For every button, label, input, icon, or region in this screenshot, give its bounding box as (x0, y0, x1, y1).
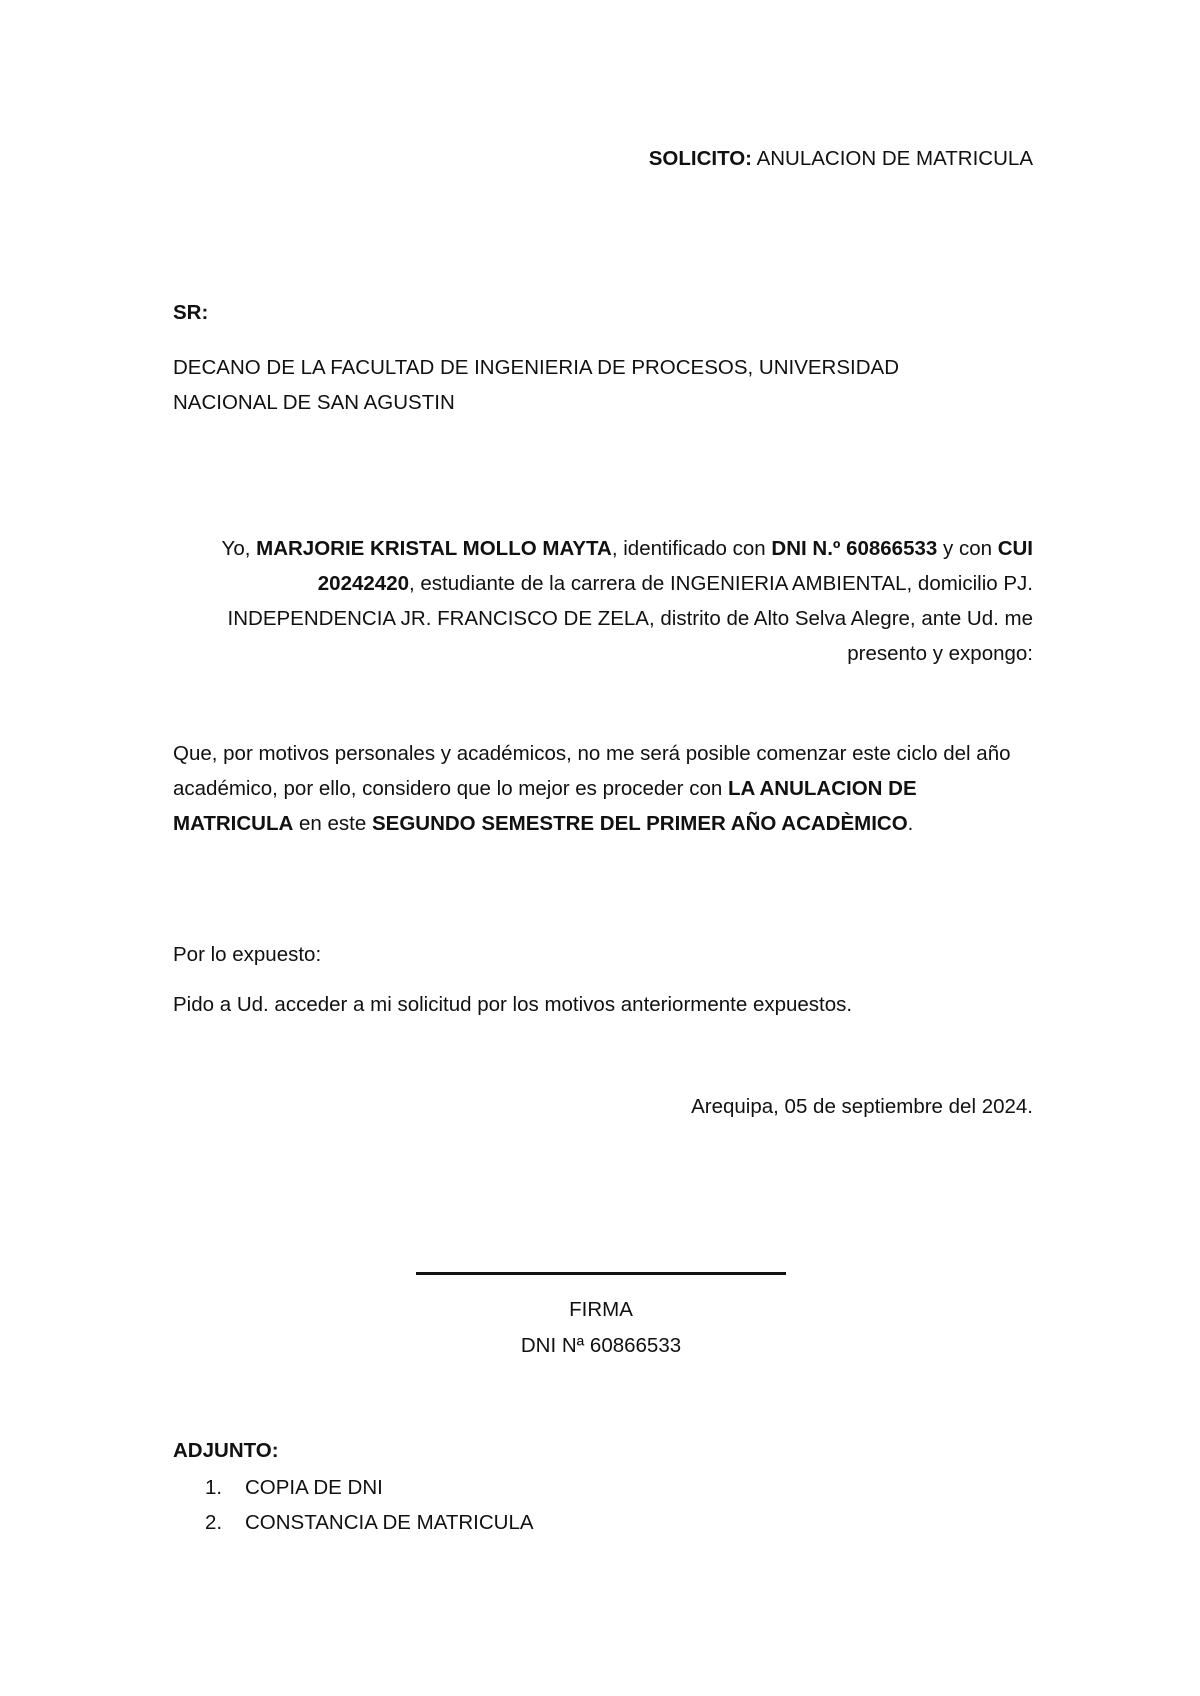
body-bold-1: LA ANULACION DE MATRICULA (173, 777, 917, 835)
attachments-title: ADJUNTO: (173, 1439, 279, 1462)
salutation: SR: (173, 301, 209, 324)
addressee: DECANO DE LA FACULTAD DE INGENIERIA DE PROCESOS, UNIVERSIDAD NACIONAL DE SAN AGUSTIN (173, 356, 900, 414)
cui-number: CUI 20242420 (317, 537, 1033, 595)
body-text-3: . (907, 812, 914, 835)
signature-line (416, 1272, 786, 1275)
intro-text-2: , identificado con (611, 537, 772, 560)
list-item (205, 1505, 534, 1540)
dni-number: DNI N.º 60866533 (771, 537, 938, 560)
body-text-1: Que, por motivos personales y académicos, no me será posible comenzar este ciclo del año académico, por ello, considero que lo mejor es proceder con (173, 742, 1011, 800)
subject-text: ANULACION DE MATRICULA (752, 147, 1033, 170)
closing-request: Pido a Ud. acceder a mi solicitud por los motivos anteriormente expuestos. (173, 993, 853, 1016)
attachments-list (205, 1470, 534, 1540)
list-item-text: COPIA DE DNI (245, 1476, 383, 1499)
closing-intro: Por lo expuesto: (173, 943, 322, 966)
intro-paragraph (173, 531, 1033, 671)
signature-label: FIRMA (569, 1298, 633, 1321)
place-date: Arequipa, 05 de septiembre del 2024. (691, 1095, 1033, 1118)
list-item-number: 2. (205, 1511, 223, 1534)
body-text-2: en este (293, 812, 372, 835)
request-paragraph (173, 736, 1033, 841)
intro-text-1: Yo, (221, 537, 257, 560)
intro-text-4: , estudiante de la carrera de INGENIERIA AMBIENTAL, domicilio PJ. INDEPENDENCIA JR. FRANCISCO DE ZELA, distrito de Alto Selva Alegre, ante Ud. me presento y expongo: (227, 572, 1033, 665)
subject-label: SOLICITO: (648, 147, 753, 170)
list-item-text: CONSTANCIA DE MATRICULA (245, 1511, 534, 1534)
list-item (205, 1470, 534, 1505)
list-item-number: 1. (205, 1476, 223, 1499)
student-name: MARJORIE KRISTAL MOLLO MAYTA (256, 537, 612, 560)
signature-dni: DNI Nª 60866533 (520, 1334, 682, 1357)
body-bold-2: SEGUNDO SEMESTRE DEL PRIMER AÑO ACADÈMICO (371, 812, 908, 835)
subject-line (649, 146, 1033, 172)
intro-text-3: y con (937, 537, 998, 560)
